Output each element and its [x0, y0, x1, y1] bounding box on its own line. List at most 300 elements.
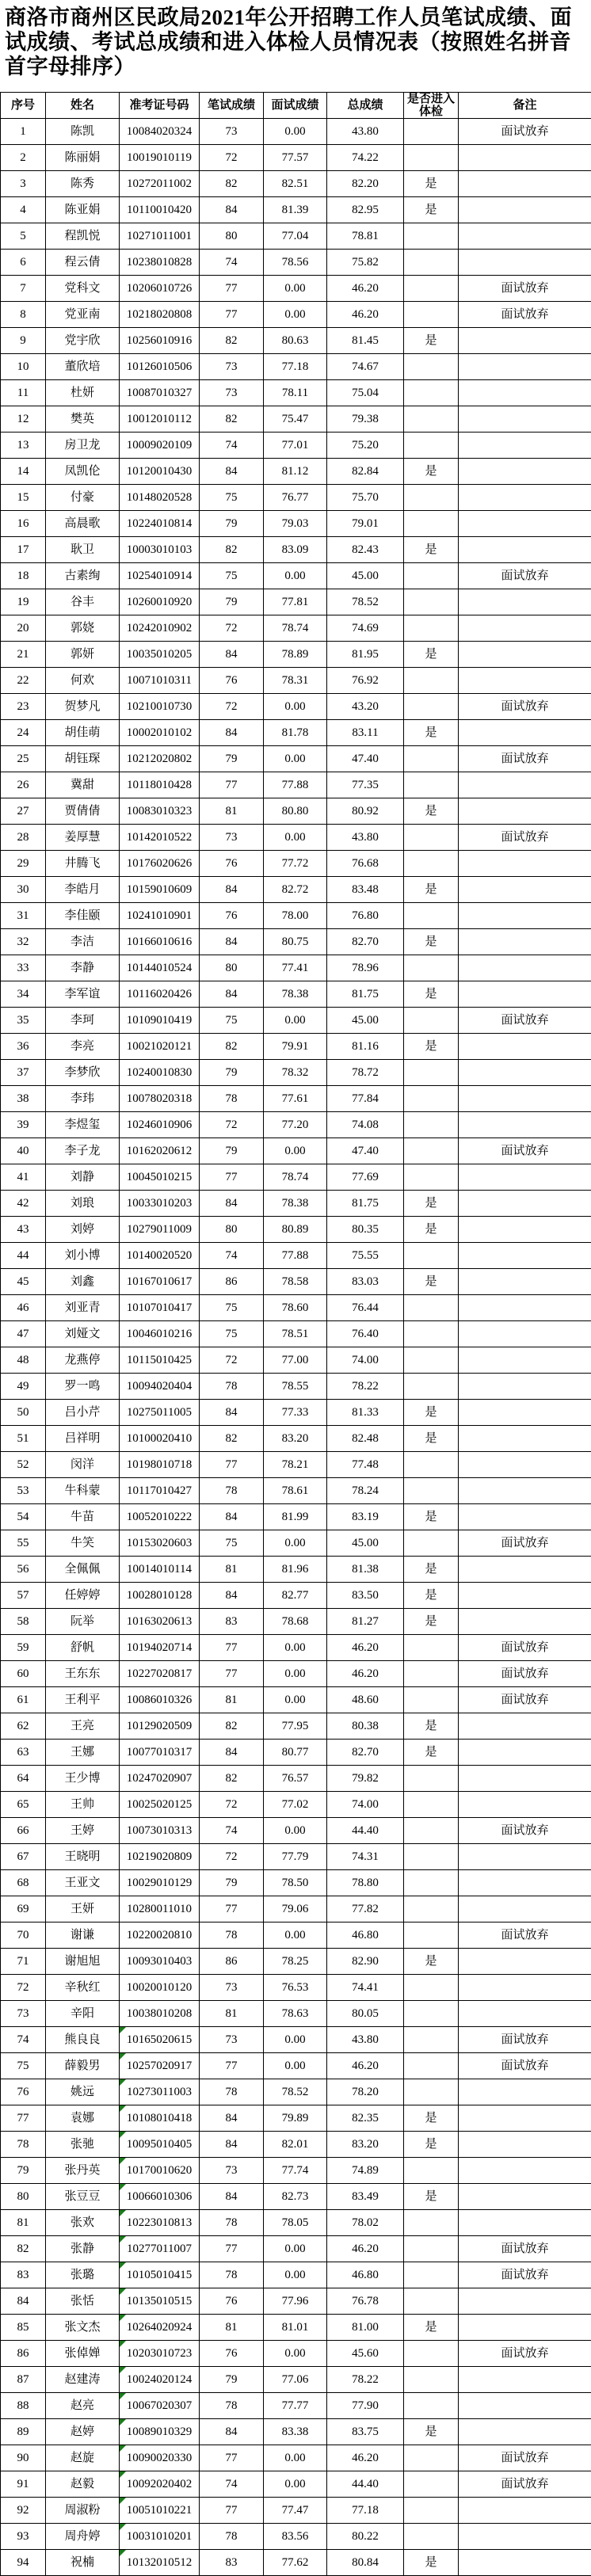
cell-exam-id: 10238010828 [120, 250, 200, 276]
cell-written-score: 77 [200, 2053, 264, 2079]
cell-total-score: 81.33 [327, 1400, 404, 1426]
cell-seq: 87 [1, 2367, 46, 2393]
cell-name: 王帅 [46, 1792, 120, 1818]
cell-note: 面试放弃 [459, 1818, 591, 1844]
cell-medical-check [404, 1766, 459, 1792]
cell-exam-id: 10067020307 [120, 2393, 200, 2419]
cell-name: 赵旋 [46, 2445, 120, 2471]
cell-total-score: 75.20 [327, 433, 404, 459]
cell-interview-score: 0.00 [264, 2027, 327, 2053]
cell-note [459, 406, 591, 433]
cell-exam-id: 10002010102 [120, 720, 200, 746]
cell-exam-id: 10083010323 [120, 798, 200, 825]
cell-seq: 77 [1, 2105, 46, 2132]
cell-medical-check: 是 [404, 642, 459, 668]
cell-note: 面试放弃 [459, 2236, 591, 2262]
table-row [1, 302, 591, 328]
cell-name: 辛秋红 [46, 1975, 120, 2001]
cell-total-score: 46.80 [327, 1922, 404, 1949]
cell-interview-score: 78.50 [264, 1870, 327, 1896]
table-row [1, 2288, 591, 2315]
cell-name: 祝楠 [46, 2550, 120, 2576]
cell-total-score: 46.20 [327, 2445, 404, 2471]
cell-seq: 51 [1, 1426, 46, 1452]
cell-corner-triangle-icon [120, 2132, 126, 2138]
cell-seq: 90 [1, 2445, 46, 2471]
cell-exam-id: 10035010205 [120, 642, 200, 668]
cell-name: 王少博 [46, 1766, 120, 1792]
cell-total-score: 48.60 [327, 1687, 404, 1713]
cell-interview-score: 77.41 [264, 955, 327, 981]
cell-total-score: 43.20 [327, 694, 404, 720]
cell-note [459, 250, 591, 276]
cell-interview-score: 0.00 [264, 563, 327, 589]
cell-medical-check: 是 [404, 171, 459, 197]
cell-written-score: 82 [200, 1713, 264, 1740]
cell-name: 王晓明 [46, 1844, 120, 1870]
cell-seq: 13 [1, 433, 46, 459]
table-row [1, 1949, 591, 1975]
table-row [1, 2471, 591, 2498]
cell-seq: 83 [1, 2262, 46, 2288]
cell-corner-triangle-icon [120, 2053, 126, 2060]
cell-seq: 48 [1, 1347, 46, 1374]
cell-written-score: 84 [200, 459, 264, 485]
cell-interview-score: 78.55 [264, 1374, 327, 1400]
cell-total-score: 46.20 [327, 2053, 404, 2079]
cell-interview-score: 77.20 [264, 1112, 327, 1138]
cell-seq: 41 [1, 1164, 46, 1191]
cell-note: 面试放弃 [459, 1530, 591, 1557]
table-row [1, 485, 591, 511]
cell-medical-check [404, 485, 459, 511]
table-row [1, 1086, 591, 1112]
cell-medical-check [404, 2341, 459, 2367]
cell-written-score: 80 [200, 223, 264, 250]
cell-note [459, 1112, 591, 1138]
cell-medical-check [404, 1347, 459, 1374]
cell-written-score: 81 [200, 2001, 264, 2027]
cell-exam-id: 10129020509 [120, 1713, 200, 1740]
cell-medical-check [404, 2236, 459, 2262]
cell-medical-check: 是 [404, 1217, 459, 1243]
cell-seq: 4 [1, 197, 46, 223]
cell-total-score: 81.75 [327, 1191, 404, 1217]
cell-seq: 24 [1, 720, 46, 746]
cell-seq: 40 [1, 1138, 46, 1164]
cell-written-score: 73 [200, 2158, 264, 2184]
cell-note [459, 1478, 591, 1504]
cell-seq: 33 [1, 955, 46, 981]
cell-exam-id: 10224010814 [120, 511, 200, 537]
table-row [1, 1818, 591, 1844]
cell-exam-id: 10107010417 [120, 1295, 200, 1321]
cell-seq: 14 [1, 459, 46, 485]
cell-name: 凤凯伦 [46, 459, 120, 485]
col-header-seq: 序号 [1, 93, 46, 119]
cell-name: 牛苗 [46, 1504, 120, 1530]
cell-name: 周舟婷 [46, 2524, 120, 2550]
table-row [1, 2419, 591, 2445]
table-row [1, 2550, 591, 2576]
cell-name: 胡佳萌 [46, 720, 120, 746]
table-row [1, 615, 591, 642]
cell-name: 付豪 [46, 485, 120, 511]
cell-name: 程凯悦 [46, 223, 120, 250]
cell-total-score: 44.40 [327, 2471, 404, 2498]
cell-seq: 25 [1, 746, 46, 772]
cell-exam-id: 10120010430 [120, 459, 200, 485]
cell-medical-check [404, 511, 459, 537]
cell-written-score: 79 [200, 589, 264, 615]
cell-name: 张驰 [46, 2132, 120, 2158]
cell-interview-score: 78.32 [264, 1060, 327, 1086]
cell-written-score: 84 [200, 2184, 264, 2210]
table-row [1, 2210, 591, 2236]
table-row [1, 1922, 591, 1949]
cell-note [459, 1557, 591, 1583]
cell-exam-id: 10264020924 [120, 2315, 200, 2341]
cell-exam-id: 10094020404 [120, 1374, 200, 1400]
cell-note [459, 433, 591, 459]
cell-note [459, 2550, 591, 2576]
cell-name: 王亚文 [46, 1870, 120, 1896]
cell-name: 阮举 [46, 1609, 120, 1635]
cell-total-score: 43.80 [327, 2027, 404, 2053]
cell-medical-check [404, 1975, 459, 2001]
cell-medical-check: 是 [404, 1400, 459, 1426]
cell-exam-id: 10198010718 [120, 1452, 200, 1478]
cell-medical-check [404, 1060, 459, 1086]
cell-seq: 50 [1, 1400, 46, 1426]
cell-seq: 80 [1, 2184, 46, 2210]
cell-note: 面试放弃 [459, 563, 591, 589]
cell-written-score: 84 [200, 929, 264, 955]
cell-total-score: 43.80 [327, 119, 404, 145]
cell-written-score: 72 [200, 145, 264, 171]
cell-exam-id: 10220020810 [120, 1922, 200, 1949]
cell-name: 程云倩 [46, 250, 120, 276]
cell-total-score: 82.70 [327, 1740, 404, 1766]
cell-exam-id: 10223010813 [120, 2210, 200, 2236]
cell-seq: 55 [1, 1530, 46, 1557]
cell-exam-id: 10071010311 [120, 668, 200, 694]
cell-medical-check [404, 2393, 459, 2419]
cell-medical-check [404, 2053, 459, 2079]
cell-medical-check: 是 [404, 2132, 459, 2158]
cell-seq: 29 [1, 851, 46, 877]
cell-corner-triangle-icon [120, 2393, 126, 2399]
cell-seq: 5 [1, 223, 46, 250]
cell-note: 面试放弃 [459, 1922, 591, 1949]
cell-interview-score: 80.77 [264, 1740, 327, 1766]
table-row [1, 1217, 591, 1243]
cell-name: 任婷婷 [46, 1583, 120, 1609]
cell-seq: 42 [1, 1191, 46, 1217]
cell-corner-triangle-icon [120, 2184, 126, 2190]
cell-interview-score: 78.68 [264, 1609, 327, 1635]
cell-exam-id: 10219020809 [120, 1844, 200, 1870]
cell-total-score: 74.89 [327, 2158, 404, 2184]
cell-seq: 68 [1, 1870, 46, 1896]
cell-interview-score: 78.52 [264, 2079, 327, 2105]
cell-interview-score: 83.09 [264, 537, 327, 563]
cell-name: 王利平 [46, 1687, 120, 1713]
cell-exam-id: 10086010326 [120, 1687, 200, 1713]
col-header-total-score: 总成绩 [327, 93, 404, 119]
cell-total-score: 47.40 [327, 1138, 404, 1164]
cell-seq: 23 [1, 694, 46, 720]
col-header-exam-id: 准考证号码 [120, 93, 200, 119]
cell-seq: 9 [1, 328, 46, 354]
cell-note [459, 1896, 591, 1922]
cell-written-score: 84 [200, 877, 264, 903]
cell-medical-check: 是 [404, 1583, 459, 1609]
cell-name: 李洁 [46, 929, 120, 955]
cell-seq: 39 [1, 1112, 46, 1138]
cell-exam-id: 10163020613 [120, 1609, 200, 1635]
cell-name: 王妍 [46, 1896, 120, 1922]
cell-name: 郭妍 [46, 642, 120, 668]
cell-note: 面试放弃 [459, 1661, 591, 1687]
cell-seq: 32 [1, 929, 46, 955]
cell-interview-score: 78.25 [264, 1949, 327, 1975]
cell-name: 张璐 [46, 2262, 120, 2288]
cell-exam-id: 10109010419 [120, 1008, 200, 1034]
cell-note [459, 1766, 591, 1792]
cell-seq: 76 [1, 2079, 46, 2105]
table-row [1, 1661, 591, 1687]
cell-total-score: 80.84 [327, 2550, 404, 2576]
cell-seq: 34 [1, 981, 46, 1008]
cell-note [459, 1243, 591, 1269]
cell-total-score: 43.80 [327, 825, 404, 851]
cell-name: 姚远 [46, 2079, 120, 2105]
cell-medical-check [404, 563, 459, 589]
table-row [1, 1374, 591, 1400]
cell-written-score: 78 [200, 1478, 264, 1504]
cell-name: 赵建涛 [46, 2367, 120, 2393]
table-row [1, 720, 591, 746]
cell-total-score: 82.90 [327, 1949, 404, 1975]
cell-total-score: 77.35 [327, 772, 404, 798]
cell-name: 高晨歌 [46, 511, 120, 537]
cell-written-score: 74 [200, 1243, 264, 1269]
cell-written-score: 82 [200, 537, 264, 563]
cell-seq: 47 [1, 1321, 46, 1347]
cell-interview-score: 78.38 [264, 1191, 327, 1217]
cell-medical-check [404, 2210, 459, 2236]
cell-medical-check [404, 119, 459, 145]
table-row [1, 1530, 591, 1557]
table-row [1, 2184, 591, 2210]
cell-medical-check [404, 746, 459, 772]
cell-medical-check: 是 [404, 1504, 459, 1530]
cell-exam-id: 10240010830 [120, 1060, 200, 1086]
cell-exam-id: 10142010522 [120, 825, 200, 851]
cell-interview-score: 77.88 [264, 1243, 327, 1269]
cell-name: 贺梦凡 [46, 694, 120, 720]
cell-total-score: 74.08 [327, 1112, 404, 1138]
cell-note [459, 1347, 591, 1374]
cell-written-score: 78 [200, 2524, 264, 2550]
cell-note [459, 1374, 591, 1400]
cell-written-score: 73 [200, 825, 264, 851]
cell-seq: 22 [1, 668, 46, 694]
cell-written-score: 84 [200, 1740, 264, 1766]
cell-medical-check [404, 354, 459, 380]
cell-interview-score: 77.81 [264, 589, 327, 615]
cell-written-score: 75 [200, 1008, 264, 1034]
cell-medical-check [404, 145, 459, 171]
cell-written-score: 82 [200, 1034, 264, 1060]
cell-total-score: 78.72 [327, 1060, 404, 1086]
cell-written-score: 72 [200, 1844, 264, 1870]
cell-name: 刘小博 [46, 1243, 120, 1269]
cell-written-score: 72 [200, 1792, 264, 1818]
cell-note [459, 1870, 591, 1896]
cell-written-score: 79 [200, 2367, 264, 2393]
cell-name: 舒帆 [46, 1635, 120, 1661]
cell-name: 刘婷 [46, 1217, 120, 1243]
cell-seq: 44 [1, 1243, 46, 1269]
cell-name: 张丹英 [46, 2158, 120, 2184]
cell-exam-id: 10272011002 [120, 171, 200, 197]
cell-exam-id: 10165020615 [120, 2027, 200, 2053]
cell-name: 胡钰琛 [46, 746, 120, 772]
cell-interview-score: 77.06 [264, 2367, 327, 2393]
cell-name: 熊良良 [46, 2027, 120, 2053]
cell-written-score: 81 [200, 1557, 264, 1583]
cell-written-score: 78 [200, 1374, 264, 1400]
cell-total-score: 81.75 [327, 981, 404, 1008]
cell-name: 李煜玺 [46, 1112, 120, 1138]
cell-note [459, 2419, 591, 2445]
cell-written-score: 73 [200, 380, 264, 406]
cell-note [459, 1583, 591, 1609]
cell-exam-id: 10275011005 [120, 1400, 200, 1426]
cell-seq: 43 [1, 1217, 46, 1243]
table-row [1, 145, 591, 171]
col-header-medical-check: 是否进入体检 [404, 93, 459, 119]
cell-medical-check [404, 1112, 459, 1138]
cell-exam-id: 10021020121 [120, 1034, 200, 1060]
cell-name: 薛毅男 [46, 2053, 120, 2079]
cell-name: 王娜 [46, 1740, 120, 1766]
cell-written-score: 84 [200, 1400, 264, 1426]
cell-seq: 19 [1, 589, 46, 615]
cell-note [459, 171, 591, 197]
cell-medical-check: 是 [404, 929, 459, 955]
table-row [1, 2027, 591, 2053]
cell-total-score: 77.18 [327, 2498, 404, 2524]
cell-medical-check [404, 302, 459, 328]
cell-interview-score: 82.72 [264, 877, 327, 903]
cell-written-score: 82 [200, 1426, 264, 1452]
cell-note: 面试放弃 [459, 302, 591, 328]
cell-seq: 57 [1, 1583, 46, 1609]
cell-note: 面试放弃 [459, 2053, 591, 2079]
cell-exam-id: 10038010208 [120, 2001, 200, 2027]
cell-written-score: 73 [200, 1975, 264, 2001]
cell-corner-triangle-icon [120, 2236, 126, 2243]
cell-seq: 52 [1, 1452, 46, 1478]
cell-seq: 17 [1, 537, 46, 563]
cell-name: 刘琅 [46, 1191, 120, 1217]
cell-name: 李玮 [46, 1086, 120, 1112]
cell-name: 刘鑫 [46, 1269, 120, 1295]
cell-exam-id: 10108010418 [120, 2105, 200, 2132]
cell-total-score: 74.31 [327, 1844, 404, 1870]
cell-exam-id: 10078020318 [120, 1086, 200, 1112]
cell-medical-check: 是 [404, 2105, 459, 2132]
cell-medical-check [404, 694, 459, 720]
cell-exam-id: 10254010914 [120, 563, 200, 589]
cell-interview-score: 83.20 [264, 1426, 327, 1452]
cell-note [459, 2498, 591, 2524]
cell-interview-score: 80.63 [264, 328, 327, 354]
cell-note [459, 1792, 591, 1818]
cell-written-score: 75 [200, 563, 264, 589]
table-row [1, 2393, 591, 2419]
cell-interview-score: 77.95 [264, 1713, 327, 1740]
table-row [1, 250, 591, 276]
cell-seq: 11 [1, 380, 46, 406]
cell-exam-id: 10116020426 [120, 981, 200, 1008]
cell-total-score: 83.49 [327, 2184, 404, 2210]
cell-exam-id: 10135010515 [120, 2288, 200, 2315]
table-row [1, 694, 591, 720]
table-row [1, 1112, 591, 1138]
table-row [1, 981, 591, 1008]
cell-seq: 63 [1, 1740, 46, 1766]
cell-name: 陈凯 [46, 119, 120, 145]
cell-written-score: 84 [200, 2132, 264, 2158]
cell-medical-check [404, 406, 459, 433]
cell-seq: 60 [1, 1661, 46, 1687]
cell-exam-id: 10100020410 [120, 1426, 200, 1452]
cell-seq: 28 [1, 825, 46, 851]
cell-medical-check [404, 1243, 459, 1269]
table-row [1, 380, 591, 406]
cell-seq: 58 [1, 1609, 46, 1635]
cell-total-score: 83.19 [327, 1504, 404, 1530]
table-row [1, 798, 591, 825]
cell-exam-id: 10105010415 [120, 2262, 200, 2288]
cell-seq: 59 [1, 1635, 46, 1661]
cell-note [459, 798, 591, 825]
cell-written-score: 79 [200, 746, 264, 772]
cell-note [459, 197, 591, 223]
cell-exam-id: 10110010420 [120, 197, 200, 223]
cell-seq: 72 [1, 1975, 46, 2001]
cell-written-score: 77 [200, 1164, 264, 1191]
cell-corner-triangle-icon [120, 2288, 126, 2295]
cell-medical-check: 是 [404, 459, 459, 485]
table-row [1, 1792, 591, 1818]
cell-note [459, 2105, 591, 2132]
cell-medical-check [404, 2524, 459, 2550]
cell-seq: 27 [1, 798, 46, 825]
table-row [1, 511, 591, 537]
cell-interview-score: 80.75 [264, 929, 327, 955]
cell-total-score: 81.95 [327, 642, 404, 668]
cell-name: 郭娆 [46, 615, 120, 642]
cell-total-score: 79.82 [327, 1766, 404, 1792]
cell-interview-score: 0.00 [264, 825, 327, 851]
cell-note [459, 955, 591, 981]
cell-total-score: 81.27 [327, 1609, 404, 1635]
